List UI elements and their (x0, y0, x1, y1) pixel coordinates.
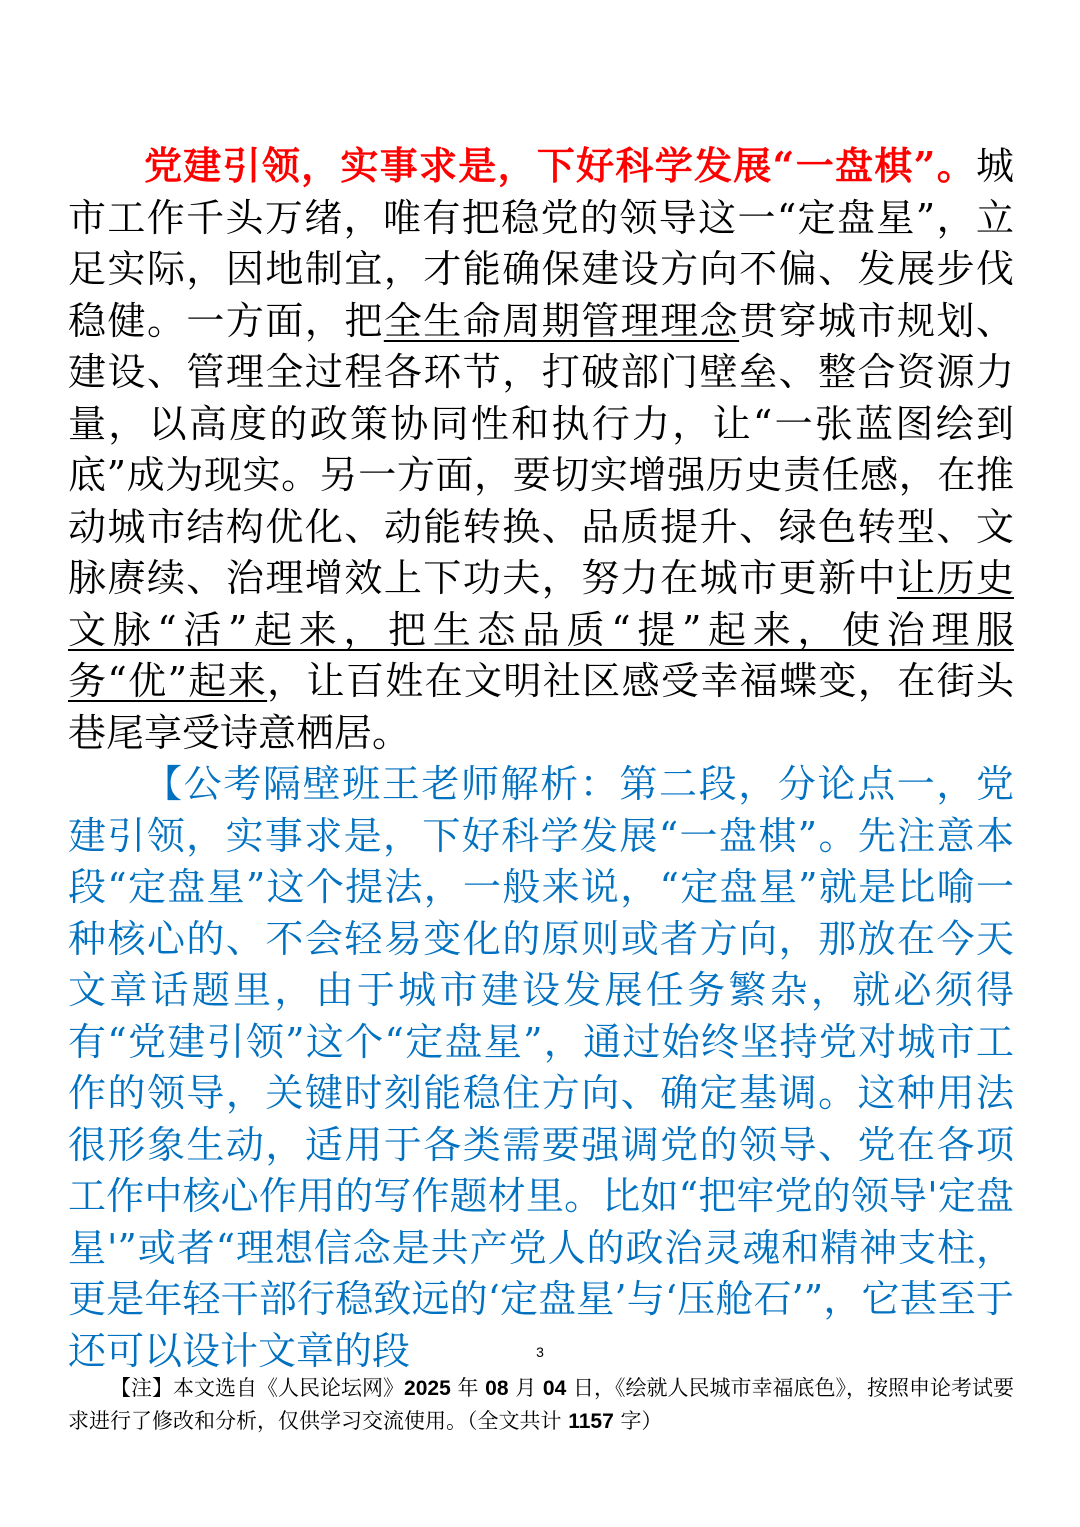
paragraph-text-c: ，让百姓在文明社区感受幸福蝶变，在街头巷尾享受诗意栖居。 (68, 659, 1014, 755)
paragraph-text-a: 城市工作千头万绪，唯有把稳党的领导这一“定盘星”，立足实际，因地制宜，才能确保建设方向不偏、发展步伐稳健。一方面，把 (68, 144, 1014, 343)
note-day: 04 (542, 1377, 567, 1400)
paragraph-heading: 党建引领，实事求是，下好科学发展“一盘棋”。 (144, 143, 976, 188)
paragraph-text-b: 贯穿城市规划、建设、管理全过程各环节，打破部门壁垒、整合资源力量，以高度的政策协同性和执行力，让“一张蓝图绘到底”成为现实。另一方面，要切实增强历史责任感，在推动城市结构优化、动能转换、品质提升、绿色转型、文脉赓续、治理增效上下功夫，努力在城市更新中 (68, 298, 1014, 600)
note-description: 日，《绘就人民城市幸福底色》，按照申论考试要求进行了修改和分析，仅供学习交流使用。（全文共计 (68, 1376, 1015, 1433)
article-body (68, 140, 1014, 1377)
note-year: 2025 (404, 1377, 451, 1400)
note-month-unit: 月 (515, 1376, 537, 1400)
note-word-unit: 字） (620, 1409, 663, 1433)
page-number: 3 (536, 1344, 544, 1360)
analysis-paragraph: 【公考隔壁班王老师解析：第二段，分论点一，党建引领，实事求是，下好科学发展“一盘棋”。先注意本段“定盘星”这个提法，一般来说，“定盘星”就是比喻一种核心的、不会轻易变化的原则或者方向，那放在今天文章话题里，由于城市建设发展任务繁杂，就必须得有“党建引领”这个“定盘星”，通过始终坚持党对城市工作的领导，关键时刻能稳住方向、确定基调。这种用法很形象生动，适用于各类需要强调党的领导、党在各项工作中核心作用的写作题材里。比如“把牢党的领导'定盘星'”或者“理想信念是共产党人的政治灵魂和精神支柱，更是年轻干部行稳致远的‘定盘星’与‘压舱石’”，它甚至于还可以设计文章的段 (68, 762, 1014, 1373)
underlined-phrase-history: 让历史文脉“活”起来，把生态品质“提”起来，使治理服务“优”起来 (68, 556, 1014, 703)
note-year-unit: 年 (457, 1376, 479, 1400)
paragraph-main (68, 140, 1014, 759)
footer-note (68, 1372, 1014, 1438)
note-word-count: 1157 (568, 1410, 614, 1433)
note-month: 08 (485, 1377, 509, 1400)
underlined-phrase-lifecycle: 全生命周期管理理念 (383, 298, 740, 343)
note-source: 【注】本文选自《人民论坛网》 (110, 1376, 405, 1400)
